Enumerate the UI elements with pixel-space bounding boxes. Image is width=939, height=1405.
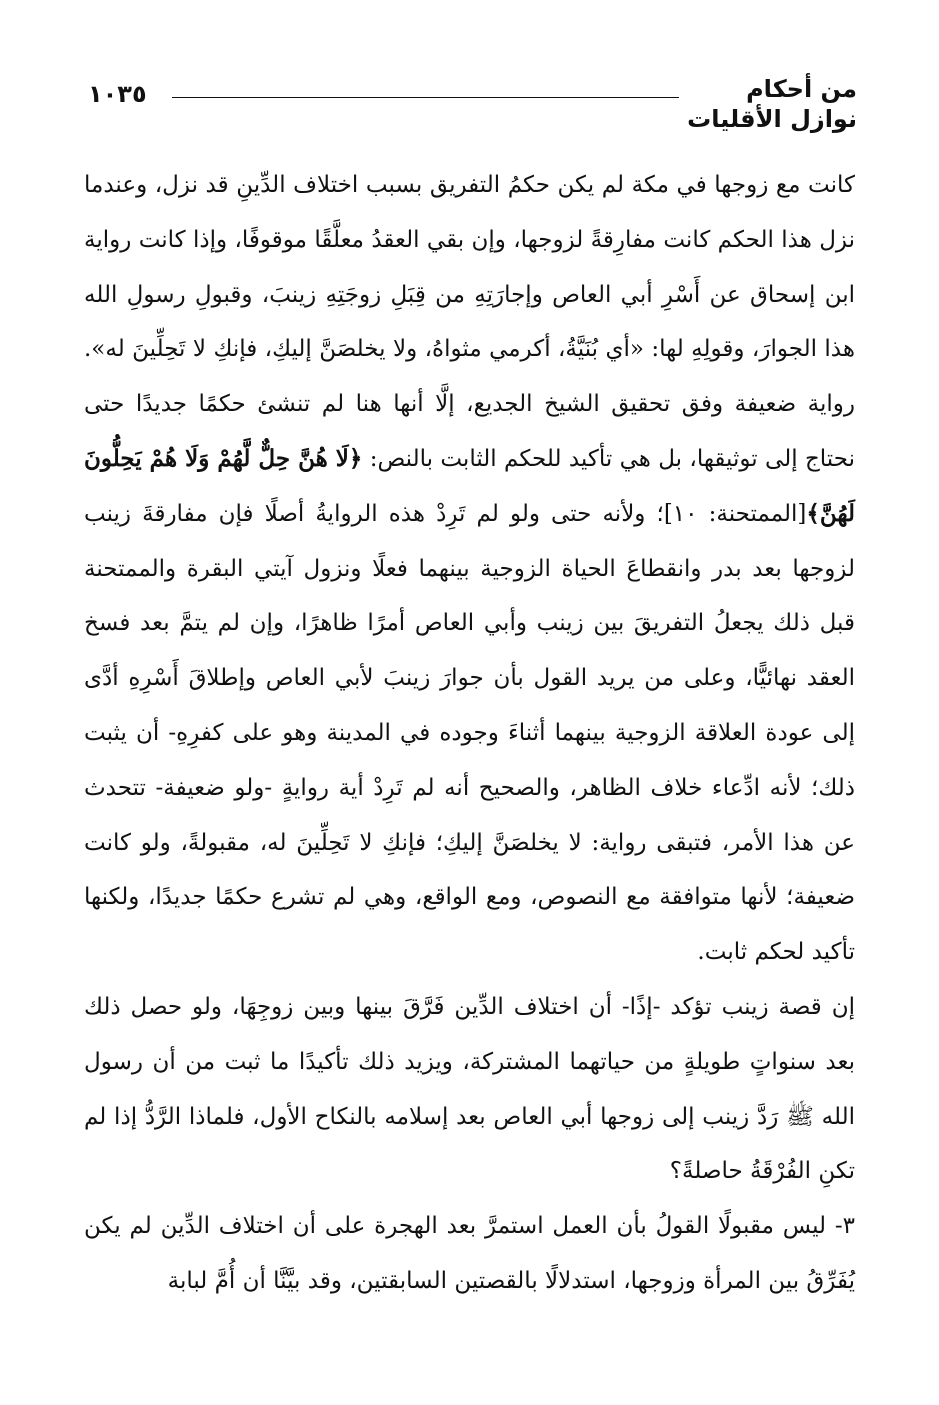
body-text (84, 158, 855, 1309)
page-number: ١٠٣٥ (88, 80, 147, 108)
quran-verse: ﴿لَا هُنَّ حِلٌّ لَّهُمْ وَلَا هُمْ يَحِلُّونَ لَهُنَّ﴾ (84, 444, 855, 527)
book-title-line2: نوازل الأقليات (687, 105, 857, 133)
paragraph-2: إن قصة زينب تؤكد -إذًا- أن اختلاف الدِّين فَرَّقَ بينها وبين زوجِهَا، ولو حصل ذلك بعد سنواتٍ طويلةٍ من حياتهما المشتركة، ويزيد ذلك تأكيدًا ما ثبت من أن رسول الله ﷺ رَدَّ زينب إلى زوجها أبي العاص بعد إسلامه بالنكاح الأول، فلماذا الرَّدُّ إذا لم تكنِ الفُرْقَةُ حاصلةً؟ (84, 993, 855, 1185)
book-title-line1: من أحكام (746, 75, 857, 103)
running-header (82, 74, 857, 144)
paragraph-3: ٣- ليس مقبولًا القولُ بأن العمل استمرَّ بعد الهجرة على أن اختلاف الدِّين لم يكن يُفَرِّقُ بين المرأة وزوجها، استدلالًا بالقصتين السابقتين، وقد بيَّنَّا أن أُمَّ لبابة (84, 1213, 855, 1294)
paragraph-1-text-after: [الممتحنة: ١٠]؛ ولأنه حتى ولو لم تَرِدْ هذه الروايةُ أصلًا فإن مفارقةَ زينب لزوجها بعد بدر وانقطاعَ الحياة الزوجية بينهما فعلًا ونزول آيتي البقرة والممتحنة قبل ذلك يجعلُ التفريقَ بين زينب وأبي العاص أمرًا ظاهرًا، وإن لم يتمَّ بعد فسخ العقد نهائيًّا، وعلى من يريد القول بأن جوارَ زينبَ لأبي العاص وإطلاقَ أَسْرِهِ أدَّى إلى عودة العلاقة الزوجية بينهما أثناءَ وجوده في المدينة وهو على كفرِهِ- أن يثبت ذلك؛ لأنه ادِّعاء خلاف الظاهر، والصحيح أنه لم تَرِدْ أية روايةٍ -ولو ضعيفة- تتحدث عن هذا الأمر، فتبقى رواية: لا يخلصَنَّ إليكِ؛ فإنكِ لا تَحِلِّينَ له، مقبولةً، ولو كانت ضعيفة؛ لأنها متوافقة مع النصوص، ومع الواقع، وهي لم تشرع حكمًا جديدًا، ولكنها تأكيد لحكم ثابت. (84, 500, 855, 966)
book-title (687, 74, 857, 134)
paragraph-1-text-before: كانت مع زوجها في مكة لم يكن حكمُ التفريق بسبب اختلاف الدِّينِ قد نزل، وعندما نزل هذا الحكم كانت مفارِقةً لزوجها، وإن بقي العقدُ معلَّقًا موقوفًا، وإذا كانت رواية ابن إسحاق عن أَسْرِ أبي العاص وإجارَتِهِ من قِبَلِ زوجَتِهِ زينبَ، وقبولِ رسولِ الله هذا الجوارَ، وقولِهِ لها: «أي بُنَيَّةُ، أكرمي مثواهُ، ولا يخلصَنَّ إليكِ، فإنكِ لا تَحِلِّينَ له». رواية ضعيفة وفق تحقيق الشيخ الجديع، إلَّا أنها هنا لم تنشئ حكمًا جديدًا حتى نحتاج إلى توثيقها، بل هي تأكيد للحكم الثابت بالنص: (84, 172, 855, 472)
header-rule (172, 97, 679, 98)
paragraph-1 (84, 158, 855, 980)
